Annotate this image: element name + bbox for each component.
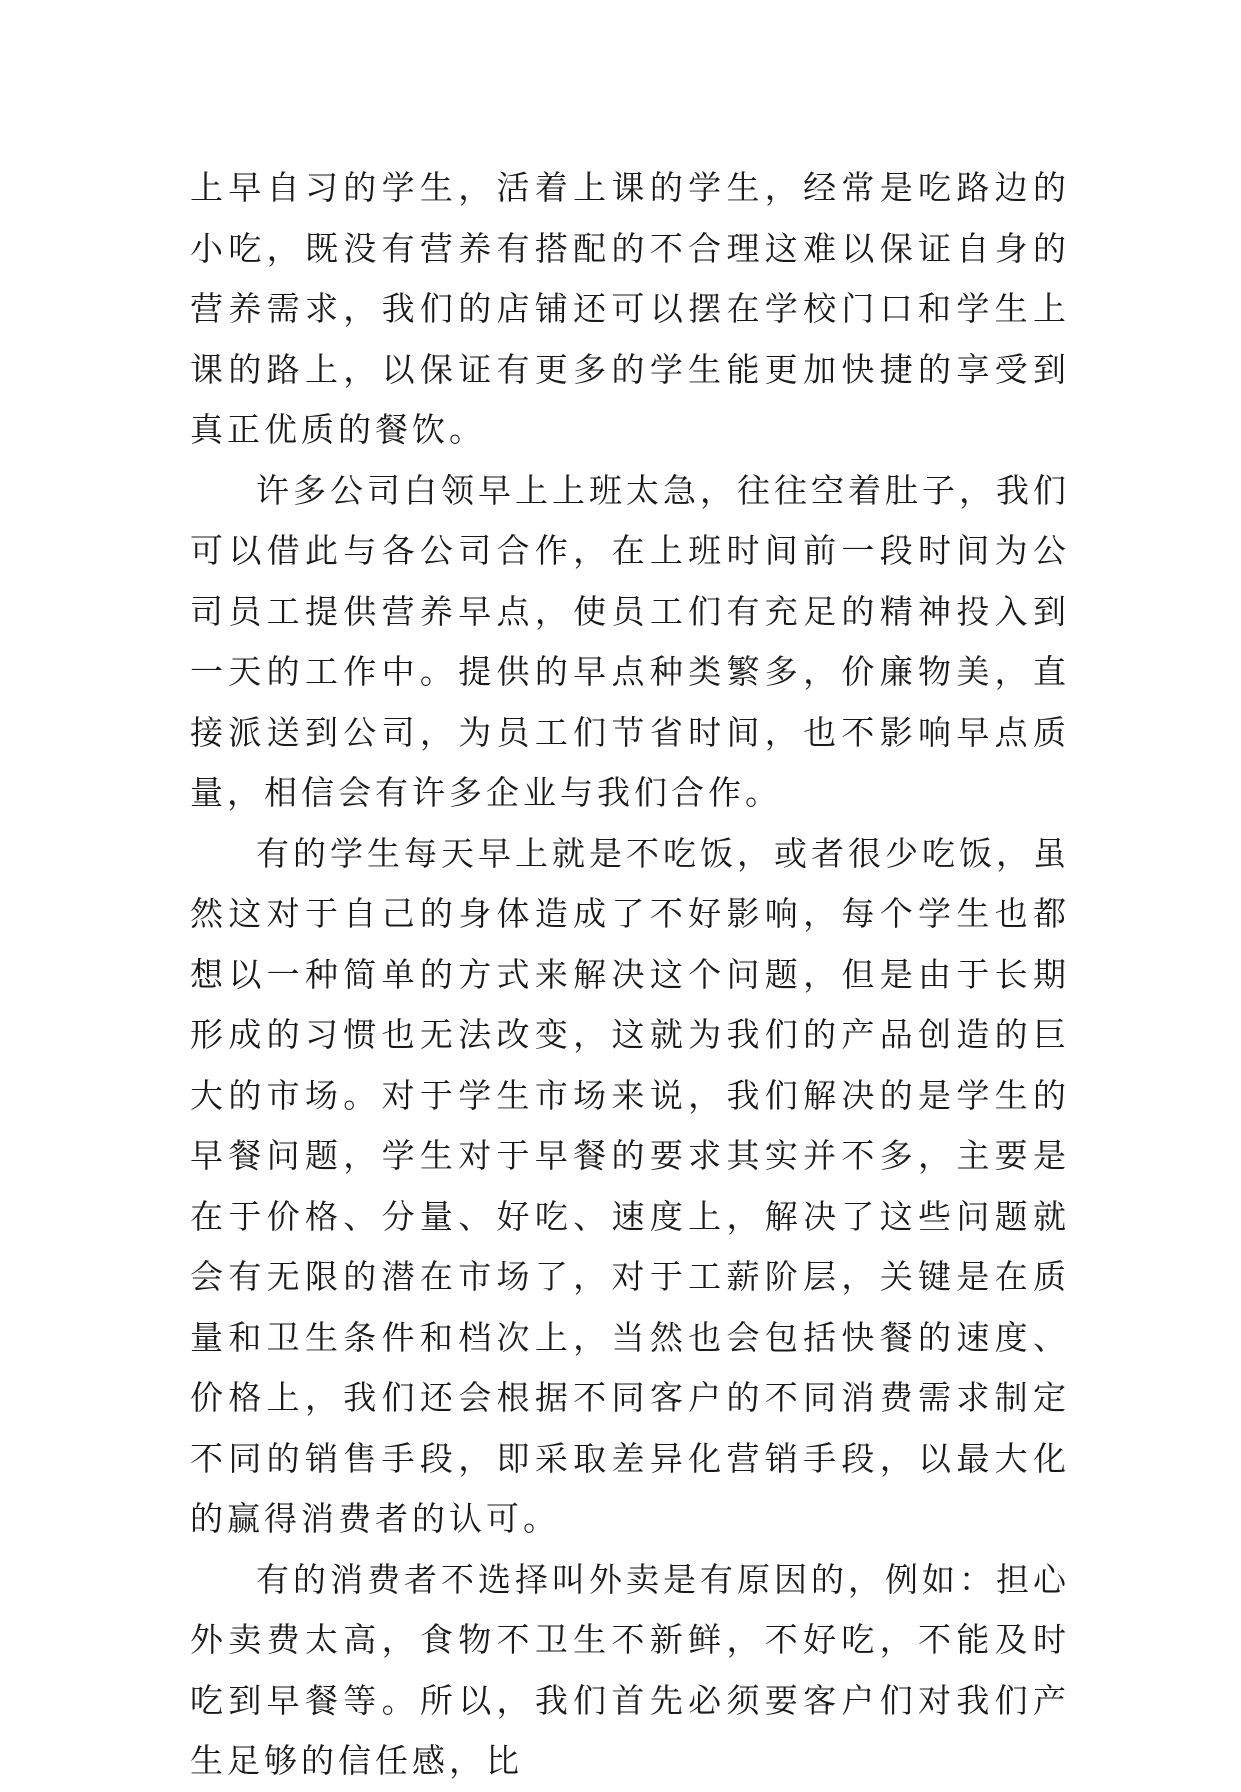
paragraph-delivery-concerns: 有的消费者不选择叫外卖是有原因的，例如：担心外卖费太高，食物不卫生不新鲜，不好吃，不能及时吃到早餐等。所以，我们首先必须要客户们对我们产生足够的信任感，比 bbox=[190, 1559, 1070, 1780]
document-body bbox=[190, 158, 1070, 1792]
paragraph-student-snacks: 上早自习的学生，活着上课的学生，经常是吃路边的小吃，既没有营养有搭配的不合理这难以保证自身的营养需求，我们的店铺还可以摆在学校门口和学生上课的路上，以保证有更多的学生能更加快捷的享受到真正优质的餐饮。 bbox=[190, 168, 1070, 449]
paragraph-student-market: 有的学生每天早上就是不吃饭，或者很少吃饭，虽然这对于自己的身体造成了不好影响，每个学生也都想以一种简单的方式来解决这个问题，但是由于长期形成的习惯也无法改变，这就为我们的产品创造的巨大的市场。对于学生市场来说，我们解决的是学生的早餐问题，学生对于早餐的要求其实并不多，主要是在于价格、分量、好吃、速度上，解决了这些问题就会有无限的潜在市场了，对于工薪阶层，关键是在质量和卫生条件和档次上，当然也会包括快餐的速度、价格上，我们还会根据不同客户的不同消费需求制定不同的销售手段，即采取差异化营销手段，以最大化的赢得消费者的认可。 bbox=[190, 833, 1070, 1538]
paragraph-office-workers: 许多公司白领早上上班太急，往往空着肚子，我们可以借此与各公司合作，在上班时间前一段时间为公司员工提供营养早点，使员工们有充足的精神投入到一天的工作中。提供的早点种类繁多，价廉物美，直接派送到公司，为员工们节省时间，也不影响早点质量，相信会有许多企业与我们合作。 bbox=[190, 470, 1070, 812]
